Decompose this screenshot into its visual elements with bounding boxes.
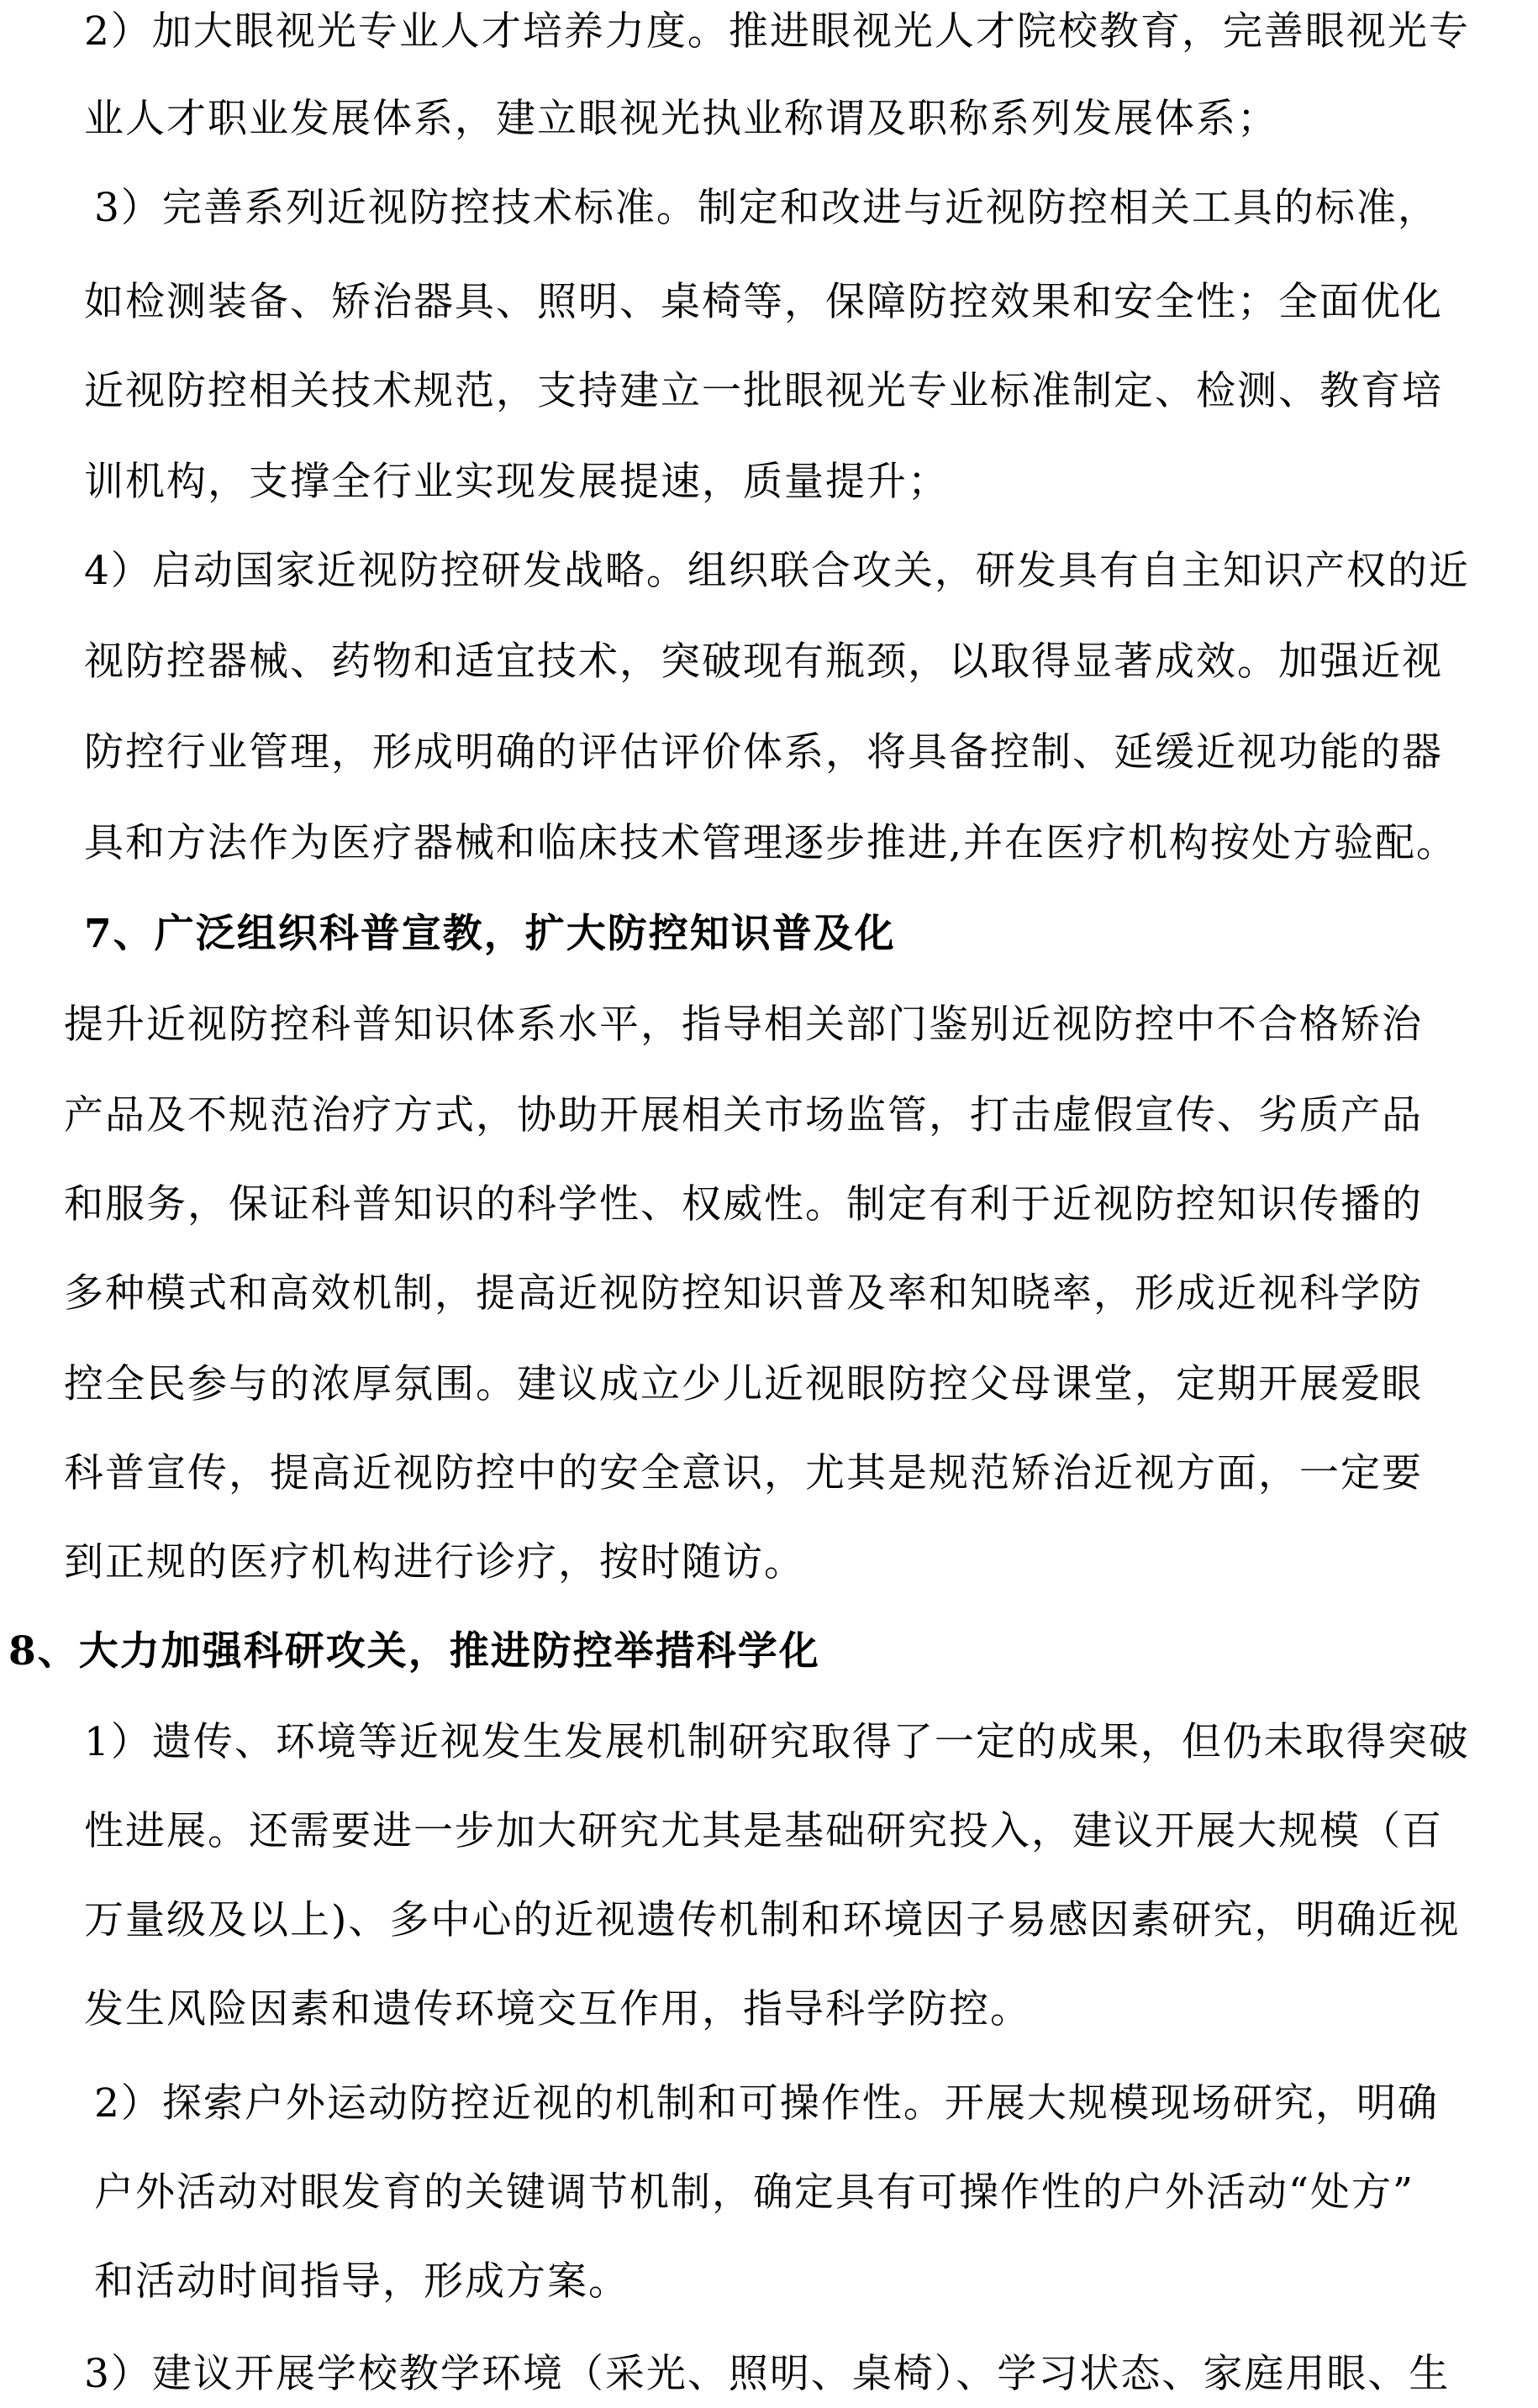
section-7-line-5: 控全民参与的浓厚氛围。建议成立少儿近视眼防控父母课堂，定期开展爱眼	[64, 1361, 1423, 1407]
section-8-paragraph-2-line-3: 和活动时间指导，形成方案。	[94, 2258, 629, 2305]
paragraph-4-line-3: 防控行业管理，形成明确的评估评价体系，将具备控制、延缓近视功能的器	[84, 729, 1443, 776]
section-8-paragraph-1-line-2: 性进展。还需要进一步加大研究尤其是基础研究投入，建议开展大规模（百	[84, 1808, 1443, 1854]
section-8-heading: 8、大力加强科研攻关，推进防控举措科学化	[8, 1628, 820, 1675]
section-8-paragraph-3-line-1: 3）建议开展学校教学环境（采光、照明、桌椅）、学习状态、家庭用眼、生	[84, 2351, 1451, 2397]
paragraph-4-line-4: 具和方法作为医疗器械和临床技术管理逐步推进,并在医疗机构按处方验配。	[84, 820, 1457, 866]
paragraph-2-line-1: 2）加大眼视光专业人才培养力度。推进眼视光人才院校教育，完善眼视光专	[84, 8, 1470, 55]
paragraph-3-line-2: 如检测装备、矫治器具、照明、桌椅等，保障防控效果和安全性；全面优化	[84, 279, 1443, 325]
paragraph-4-line-2: 视防控器械、药物和适宜技术，突破现有瓶颈，以取得显著成效。加强近视	[84, 639, 1443, 685]
section-8-paragraph-1-line-4: 发生风险因素和遗传环境交互作用，指导科学防控。	[84, 1986, 1031, 2032]
section-7-heading: 7、广泛组织科普宣教，扩大防控知识普及化	[84, 911, 896, 957]
paragraph-2-line-2: 业人才职业发展体系，建立眼视光执业称谓及职称系列发展体系；	[84, 96, 1278, 142]
section-8-paragraph-1-line-3: 万量级及以上)、多中心的近视遗传机制和环境因子易感因素研究，明确近视	[84, 1897, 1461, 1943]
paragraph-3-line-4: 训机构，支撑全行业实现发展提速，质量提升；	[84, 459, 949, 505]
paragraph-4-line-1: 4）启动国家近视防控研发战略。组织联合攻关，研发具有自主知识产权的近	[84, 548, 1470, 594]
section-7-line-3: 和服务，保证科普知识的科学性、权威性。制定有利于近视防控知识传播的	[64, 1181, 1423, 1228]
section-7-line-1: 提升近视防控科普知识体系水平，指导相关部门鉴别近视防控中不合格矫治	[64, 1002, 1423, 1048]
section-7-line-2: 产品及不规范治疗方式，协助开展相关市场监管，打击虚假宣传、劣质产品	[64, 1092, 1423, 1138]
section-8-paragraph-1-line-1: 1）遗传、环境等近视发生发展机制研究取得了一定的成果，但仍未取得突破	[84, 1719, 1470, 1765]
section-7-line-6: 科普宣传，提高近视防控中的安全意识，尤其是规范矫治近视方面，一定要	[64, 1450, 1423, 1496]
paragraph-3-line-1: 3）完善系列近视防控技术标准。制定和改进与近视防控相关工具的标准，	[94, 185, 1439, 231]
section-7-line-7: 到正规的医疗机构进行诊疗，按时随访。	[64, 1539, 805, 1585]
section-7-line-4: 多种模式和高效机制，提高近视防控知识普及率和知晓率，形成近视科学防	[64, 1270, 1423, 1317]
section-8-paragraph-2-line-1: 2）探索户外运动防控近视的机制和可操作性。开展大规模现场研究，明确	[94, 2080, 1439, 2127]
paragraph-3-line-3: 近视防控相关技术规范，支持建立一批眼视光专业标准制定、检测、教育培	[84, 368, 1443, 414]
section-8-paragraph-2-line-2: 户外活动对眼发育的关键调节机制，确定具有可操作性的户外活动“处方”	[94, 2169, 1415, 2216]
